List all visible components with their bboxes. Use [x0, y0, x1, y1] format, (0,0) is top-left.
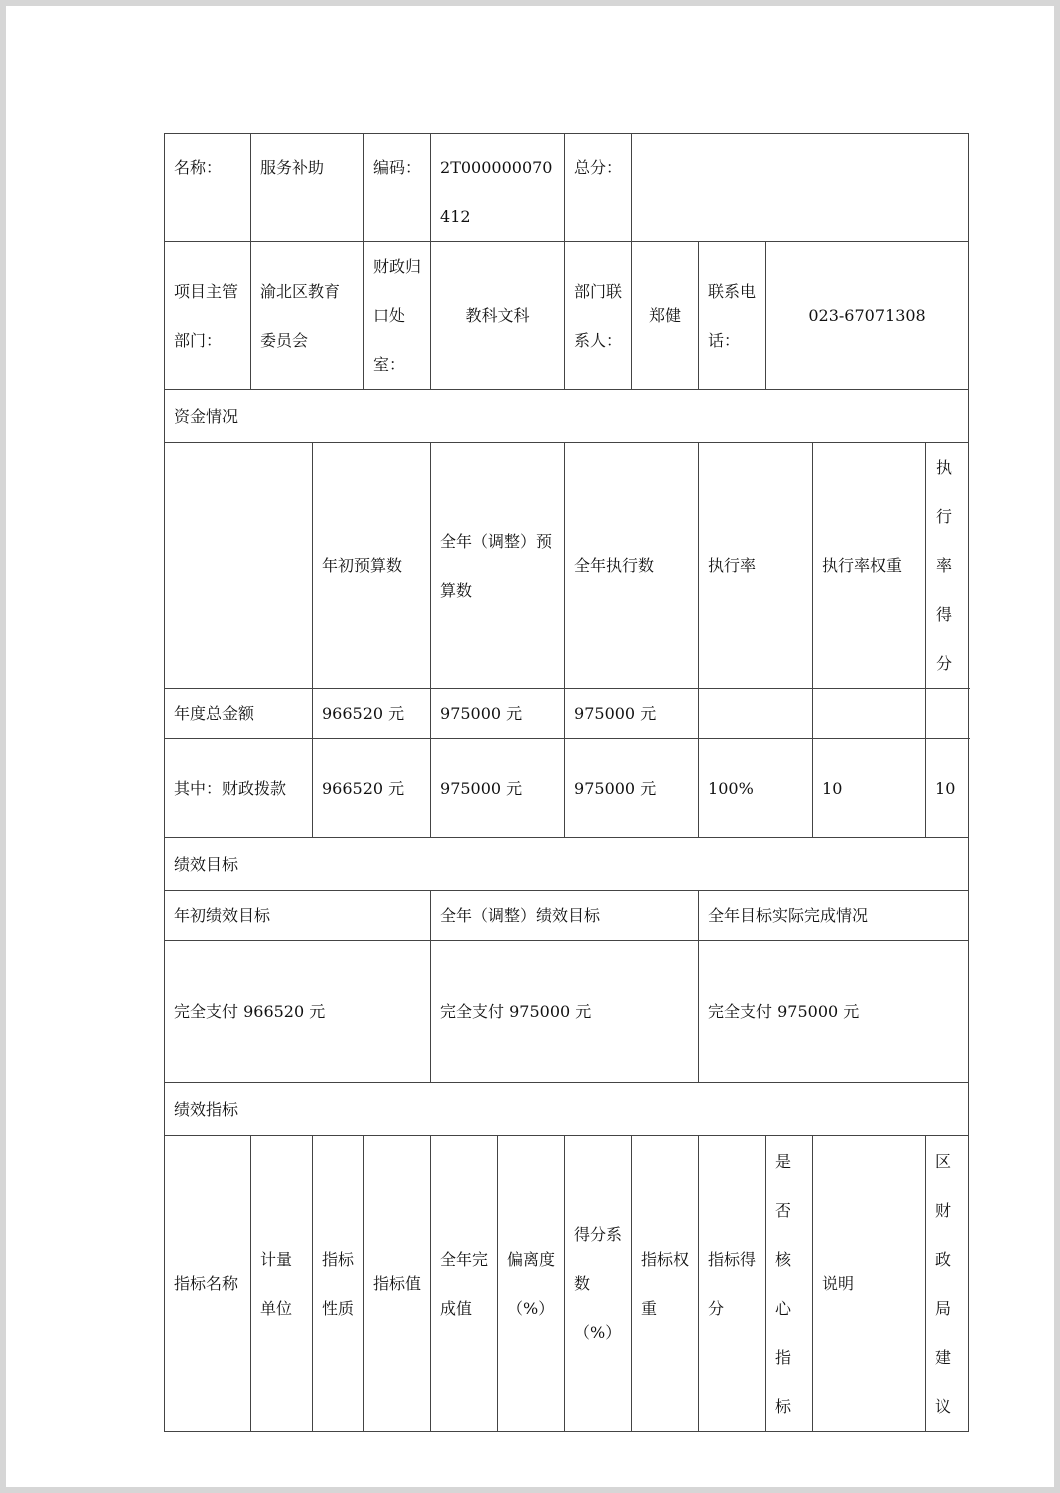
- goals-content-row: [165, 941, 969, 1083]
- funds-row-executed: 975000 元: [565, 739, 699, 838]
- funds-row-rate: 100%: [699, 739, 813, 838]
- goals-col-adjusted: 全年（调整）绩效目标: [431, 891, 699, 941]
- dept-value: 渝北区教育委员会: [251, 242, 364, 390]
- ind-col-nature: 指标性质: [313, 1136, 364, 1432]
- funds-row-adjusted: 975000 元: [431, 739, 565, 838]
- funds-col-executed: 全年执行数: [565, 443, 699, 689]
- funds-col-rate: 执行率: [699, 443, 813, 689]
- ind-col-core: 是否核心指标: [766, 1136, 813, 1432]
- office-value: 教科文科: [431, 242, 565, 390]
- goals-adjusted: 完全支付 975000 元: [431, 941, 699, 1083]
- ind-col-completed: 全年完成值: [431, 1136, 498, 1432]
- funds-section-row: [165, 390, 969, 443]
- funds-col-adjusted: 全年（调整）预算数: [431, 443, 565, 689]
- score-value: [632, 134, 969, 242]
- phone-value: 023-67071308: [766, 242, 969, 390]
- funds-row-score: 10: [926, 739, 969, 838]
- score-label: 总分：: [565, 134, 632, 242]
- funds-section-title: 资金情况: [165, 390, 969, 443]
- funds-row-initial: 966520 元: [313, 739, 431, 838]
- code-value: 2T000000070412: [431, 134, 565, 242]
- ind-col-value: 指标值: [364, 1136, 431, 1432]
- dept-label: 项目主管部门：: [165, 242, 251, 390]
- name-label: 名称：: [165, 134, 251, 242]
- performance-evaluation-table: [164, 133, 969, 1432]
- goals-header-row: [165, 891, 969, 941]
- funds-col-weight: 执行率权重: [813, 443, 926, 689]
- phone-label: 联系电话：: [699, 242, 766, 390]
- code-label: 编码：: [364, 134, 431, 242]
- ind-col-note: 说明: [813, 1136, 926, 1432]
- department-row: [165, 242, 969, 390]
- goals-col-initial: 年初绩效目标: [165, 891, 431, 941]
- ind-col-score: 指标得分: [699, 1136, 766, 1432]
- funds-header-row: [165, 443, 969, 689]
- goals-initial: 完全支付 966520 元: [165, 941, 431, 1083]
- ind-col-unit: 计量单位: [251, 1136, 313, 1432]
- funds-row-weight: 10: [813, 739, 926, 838]
- indicators-header-row: [165, 1136, 969, 1432]
- name-value: 服务补助: [251, 134, 364, 242]
- funds-row-executed: 975000 元: [565, 689, 699, 739]
- indicators-section-title: 绩效指标: [165, 1083, 969, 1136]
- contact-label: 部门联系人：: [565, 242, 632, 390]
- funds-row-initial: 966520 元: [313, 689, 431, 739]
- funds-col-score: 执行率得分: [926, 443, 969, 689]
- document-page: [6, 6, 1054, 1487]
- ind-col-weight: 指标权重: [632, 1136, 699, 1432]
- funds-row-adjusted: 975000 元: [431, 689, 565, 739]
- indicators-section-row: [165, 1083, 969, 1136]
- ind-col-deviation: 偏离度（%）: [498, 1136, 565, 1432]
- funds-col-blank: [165, 443, 313, 689]
- funds-row-label: 其中：财政拨款: [165, 739, 313, 838]
- funds-row-total: [165, 689, 969, 739]
- office-label: 财政归口处室：: [364, 242, 431, 390]
- funds-row-label: 年度总金额: [165, 689, 313, 739]
- ind-col-coef: 得分系数（%）: [565, 1136, 632, 1432]
- funds-row-weight: [813, 689, 926, 739]
- header-row: [165, 134, 969, 242]
- funds-row-rate: [699, 689, 813, 739]
- contact-value: 郑健: [632, 242, 699, 390]
- funds-col-initial: 年初预算数: [313, 443, 431, 689]
- ind-col-name: 指标名称: [165, 1136, 251, 1432]
- ind-col-advice: 区财政局建议: [926, 1136, 969, 1432]
- goals-section-row: [165, 838, 969, 891]
- goals-col-actual: 全年目标实际完成情况: [699, 891, 969, 941]
- goals-section-title: 绩效目标: [165, 838, 969, 891]
- goals-actual: 完全支付 975000 元: [699, 941, 969, 1083]
- funds-row-fiscal: [165, 739, 969, 838]
- funds-row-score: [926, 689, 969, 739]
